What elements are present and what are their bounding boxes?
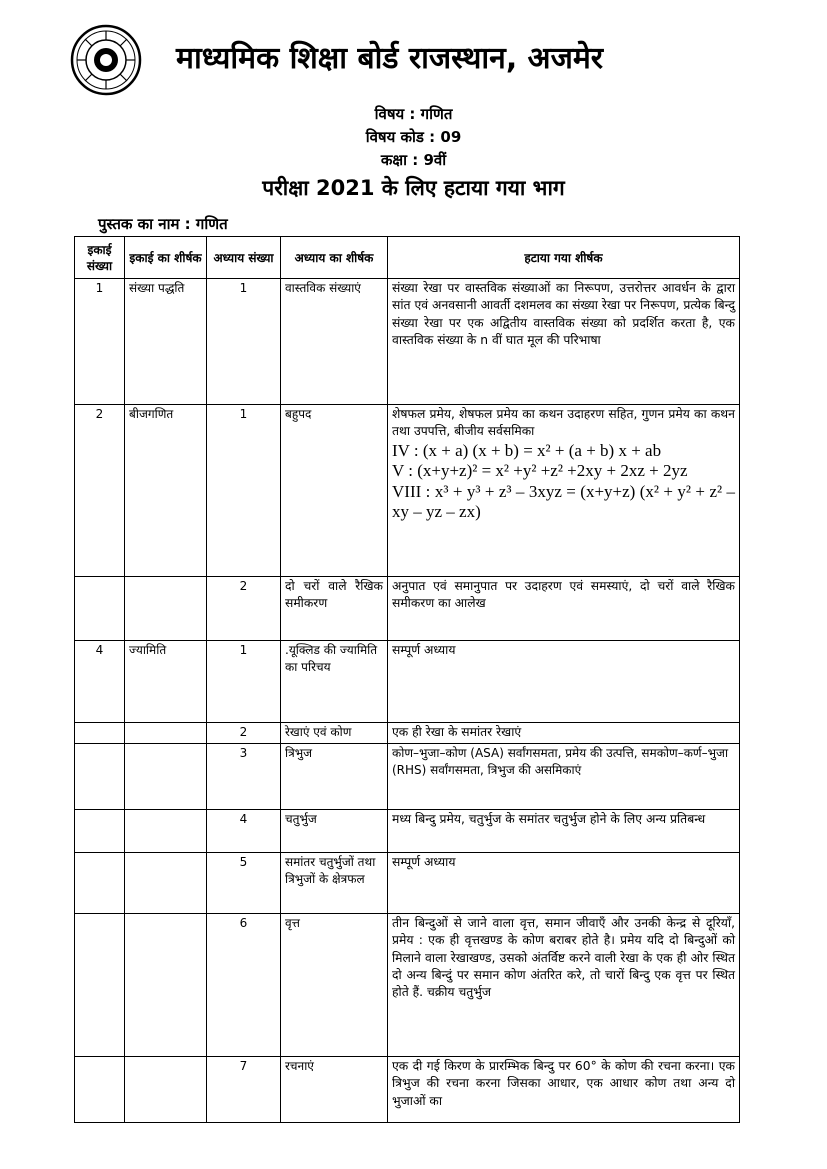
chapter-no: 4	[207, 810, 281, 853]
col-header-unit-no: इकाई संख्या	[75, 237, 125, 279]
chapter-no: 2	[207, 723, 281, 744]
unit-no	[75, 577, 125, 641]
col-header-chapter-no: अध्याय संख्या	[207, 237, 281, 279]
chapter-title: रेखाएं एवं कोण	[281, 723, 388, 744]
removed-topic: सम्पूर्ण अध्याय	[388, 641, 740, 723]
table-row	[75, 641, 740, 723]
removed-topic: तीन बिन्दुओं से जाने वाला वृत्त, समान जीवाएँ और उनकी केन्द्र से दूरियाँ, प्रमेय : एक ही वृत्तखण्ड के कोण बराबर होते है। प्रमेय यदि दो बिन्दुओं को मिलाने वाला रेखाखण्ड, उसको अंतर्विष्ट करने वाली रेखा के एक ही ओर स्थित दो अन्य बिन्दुं पर समान कोण अंतरित करे, तो चारों बिन्दु एक वृत्त पर स्थित होते हैं. चक्रीय चतुर्भुज	[388, 914, 740, 1057]
table-row	[75, 853, 740, 914]
unit-title	[125, 744, 207, 810]
chapter-title: वृत्त	[281, 914, 388, 1057]
chapter-no: 1	[207, 405, 281, 577]
subject-code: विषय कोड : 09	[365, 128, 462, 146]
removed-topic: अनुपात एवं समानुपात पर उदाहरण एवं समस्याएं, दो चरों वाले रैखिक समीकरण का आलेख	[388, 577, 740, 641]
removed-topic-cell	[388, 405, 740, 577]
removed-topic: मध्य बिन्दु प्रमेय, चतुर्भुज के समांतर चतुर्भुज होने के लिए अन्य प्रतिबन्ध	[388, 810, 740, 853]
unit-no	[75, 1057, 125, 1123]
board-seal-logo	[70, 24, 142, 96]
table-row	[75, 577, 740, 641]
table-row	[75, 744, 740, 810]
unit-title	[125, 810, 207, 853]
unit-no	[75, 853, 125, 914]
subject: विषय : गणित	[374, 105, 453, 123]
identity-viii: VIII : x³ + y³ + z³ – 3xyz = (x+y+z) (x² + y² + z² – xy – yz – zx)	[392, 481, 735, 522]
table-row	[75, 1057, 740, 1123]
chapter-title: समांतर चतुर्भुजों तथा त्रिभुजों के क्षेत्रफल	[281, 853, 388, 914]
identity-iv: IV : (x + a) (x + b) = x² + (a + b) x + ab	[392, 440, 662, 460]
unit-title	[125, 1057, 207, 1123]
col-header-chapter-title: अध्याय का शीर्षक	[281, 237, 388, 279]
chapter-title: रचनाएं	[281, 1057, 388, 1123]
table-row	[75, 723, 740, 744]
chapter-no: 7	[207, 1057, 281, 1123]
unit-title: ज्यामिति	[125, 641, 207, 723]
removed-topic: एक ही रेखा के समांतर रेखाएं	[388, 723, 740, 744]
removed-topic: शेषफल प्रमेय, शेषफल प्रमेय का कथन उदाहरण सहित, गुणन प्रमेय का कथन तथा उपपत्ति, बीजीय सर्वसमिका	[392, 407, 735, 439]
unit-title	[125, 723, 207, 744]
identity-v: V : (x+y+z)² = x² +y² +z² +2xy + 2xz + 2yz	[392, 461, 688, 481]
unit-no	[75, 744, 125, 810]
unit-no	[75, 914, 125, 1057]
chapter-no: 6	[207, 914, 281, 1057]
removed-syllabus-table	[74, 236, 740, 1123]
board-name: माध्यमिक शिक्षा बोर्ड राजस्थान, अजमेर	[176, 41, 604, 76]
chapter-title: वास्तविक संख्याएं	[281, 279, 388, 405]
unit-title: संख्या पद्धति	[125, 279, 207, 405]
unit-no: 4	[75, 641, 125, 723]
col-header-unit-title: इकाई का शीर्षक	[125, 237, 207, 279]
table-header-row	[75, 237, 740, 279]
class-label: कक्षा : 9वीं	[380, 151, 447, 169]
chapter-title: .यूक्लिड की ज्यामिति का परिचय	[281, 641, 388, 723]
unit-title	[125, 577, 207, 641]
removed-topic: संख्या रेखा पर वास्तविक संख्याओं का निरूपण, उत्तरोत्तर आवर्धन के द्वारा सांत एवं अनवसानी आवर्ती दशमलव का संख्या रेखा पर निरूपण, प्रत्येक बिन्दु संख्या रेखा पर एक अद्वितीय वास्तविक संख्या को प्रदर्शित करता है, एक वास्तविक संख्या के n वीं घात मूल की परिभाषा	[388, 279, 740, 405]
chapter-no: 2	[207, 577, 281, 641]
removed-topic: सम्पूर्ण अध्याय	[388, 853, 740, 914]
chapter-title: त्रिभुज	[281, 744, 388, 810]
unit-title: बीजगणित	[125, 405, 207, 577]
chapter-title: चतुर्भुज	[281, 810, 388, 853]
table-row	[75, 279, 740, 405]
table-row	[75, 405, 740, 577]
chapter-no: 3	[207, 744, 281, 810]
book-name: पुस्तक का नाम : गणित	[98, 215, 228, 233]
unit-no	[75, 810, 125, 853]
page-heading: परीक्षा 2021 के लिए हटाया गया भाग	[262, 176, 565, 200]
chapter-no: 1	[207, 279, 281, 405]
col-header-removed-topic: हटाया गया शीर्षक	[388, 237, 740, 279]
chapter-no: 5	[207, 853, 281, 914]
unit-no	[75, 723, 125, 744]
unit-title	[125, 914, 207, 1057]
unit-no: 2	[75, 405, 125, 577]
chapter-title: दो चरों वाले रैखिक समीकरण	[281, 577, 388, 641]
chapter-title: बहुपद	[281, 405, 388, 577]
removed-topic: एक दी गई किरण के प्रारम्भिक बिन्दु पर 60° के कोण की रचना करना। एक त्रिभुज की रचना करना जिसका आधार, एक आधार कोण तथा अन्य दो भुजाओं का	[388, 1057, 740, 1123]
removed-topic: कोण–भुजा–कोण (ASA) सर्वांगसमता, प्रमेय की उत्पत्ति, समकोण–कर्ण–भुजा (RHS) सर्वांगसमता, त्रिभुज की असमिकाएं	[388, 744, 740, 810]
unit-title	[125, 853, 207, 914]
unit-no: 1	[75, 279, 125, 405]
table-row	[75, 810, 740, 853]
table-row	[75, 914, 740, 1057]
chapter-no: 1	[207, 641, 281, 723]
